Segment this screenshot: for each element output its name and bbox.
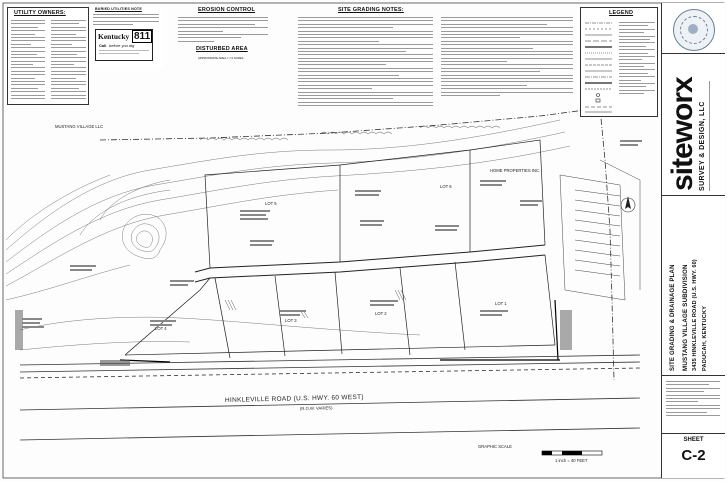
company-contact-lines [709,81,710,191]
legend-panel [580,7,658,117]
disturbed-area-value: APPROXIMATE AREA = 7.0 ACRES [198,56,244,60]
legend-title: LEGEND [609,10,634,16]
revision-table [664,379,722,429]
project-name: MUSTANG VILLAGE SUBDIVISION [682,264,689,371]
engineer-seal [673,9,715,51]
site-grading-notes-panel [298,7,576,115]
adjacent-owner-label-1: MUSTANG VILLAGE LLC [55,124,104,129]
utility-owners-panel [7,7,89,105]
graphic-scale [478,444,602,463]
company-logo: siteworx [666,77,699,191]
utility-owners-title: UTILITY OWNERS: [14,10,66,16]
buried-utilities-panel [91,7,163,67]
adjacent-owner-label-2: HOME PROPERTIES INC. [490,168,541,173]
disturbed-area-panel [190,46,270,66]
site-grading-notes-title: SITE GRADING NOTES: [338,7,404,13]
project-city: PADUCAH, KENTUCKY [702,305,708,371]
lot-4-label: LOT 4 [155,326,167,331]
company-subtitle: SURVEY & DESIGN, LLC [699,101,706,191]
erosion-control-title: EROSION CONTROL [198,7,256,13]
subdivision-road [195,245,545,282]
disturbed-area-title: DISTURBED AREA [196,46,248,52]
lot-5-label: LOT 5 [265,201,277,206]
plan-title: SITE GRADING & DRAINAGE PLAN [670,264,676,371]
sheet-number: C-2 [681,447,706,464]
lot-1-label: LOT 1 [495,301,507,306]
sheet-label: SHEET [683,437,704,443]
title-block [661,3,725,478]
project-address: 3435 HINKLEVILLE ROAD (U.S. HWY. 60) [692,259,698,371]
svg-text:GRAPHIC SCALE: GRAPHIC SCALE [478,444,512,449]
north-arrow-icon [621,196,635,212]
svg-text:1 inch = 40 FEET: 1 inch = 40 FEET [555,458,588,463]
lot-2-label: LOT 2 [375,311,387,316]
legend-symbols [584,20,614,114]
road-name: HINKLEVILLE ROAD (U.S. HWY. 60 WEST) [224,393,364,404]
lot-3-label: LOT 3 [285,318,297,323]
lot-6-label: LOT 6 [440,184,452,189]
row-label: (R.O.W. VARIES) [299,405,333,411]
buried-notes-title: BURIED UTILITIES NOTE [95,7,142,11]
kentucky-811-logo: Kentucky 811 Call before you dig [95,29,153,61]
